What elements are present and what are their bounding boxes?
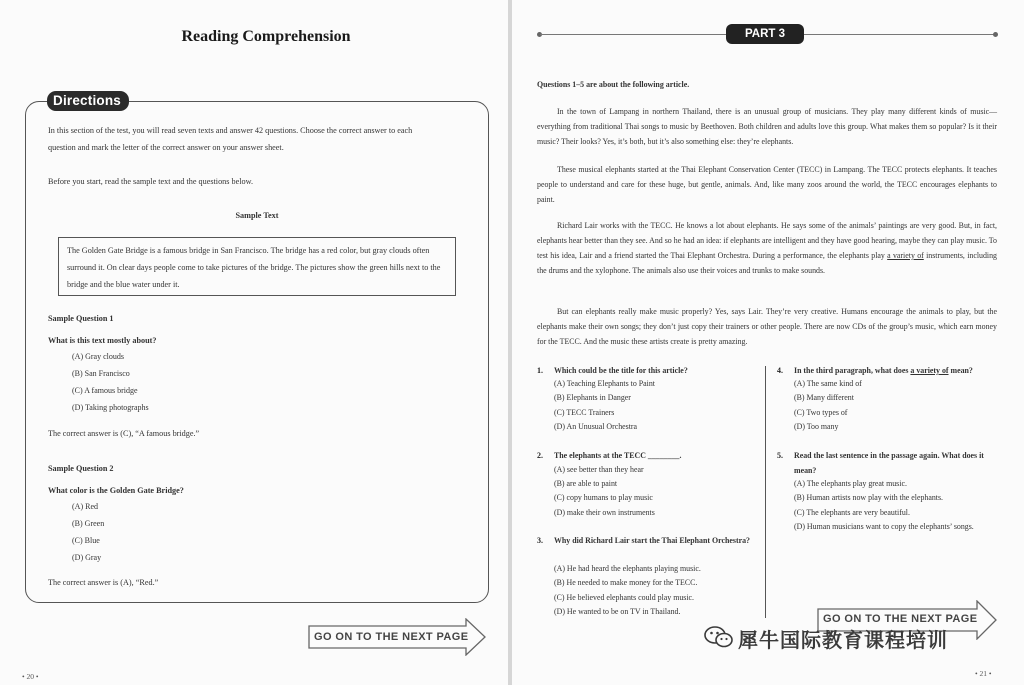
q4-option-b: (B) Many different: [794, 393, 854, 402]
header-dot-right: [993, 32, 998, 37]
q4-option-d: (D) Too many: [794, 422, 839, 431]
question-4-stem: In the third paragraph, what does a variety of mean?: [794, 366, 973, 375]
header-rule-right: [804, 34, 996, 35]
sample-q1-option-c: (C) A famous bridge: [72, 386, 138, 395]
q2-option-a: (A) see better than they hear: [554, 465, 644, 474]
sample-q2-option-c: (C) Blue: [72, 536, 100, 545]
sample-q1-answer: The correct answer is (C), “A famous bridge.”: [48, 429, 200, 438]
header-rule-left: [540, 34, 726, 35]
q1-option-b: (B) Elephants in Danger: [554, 393, 631, 402]
article-paragraph-1: In the town of Lampang in northern Thailand, there is an unusual group of musicians. They play many different kinds of music—everything from traditional Thai songs to music by Beethoven. Both children and adults love this group. What makes them so popular? Is it their music? Their looks? Yes, it’s both, but it’s also something else: they’re elephants.: [537, 107, 997, 146]
question-5-stem: Read the last sentence in the passage again. What does it mean?: [794, 451, 984, 475]
q5-option-d: (D) Human musicians want to copy the elephants’ songs.: [794, 522, 974, 531]
page-number-left: • 20 •: [22, 672, 39, 681]
sample-q1-option-a: (A) Gray clouds: [72, 352, 124, 361]
q4-option-a: (A) The same kind of: [794, 379, 862, 388]
question-4-number: 4.: [777, 366, 783, 375]
page-number-right: • 21 •: [975, 669, 992, 678]
q2-option-d: (D) make their own instruments: [554, 508, 655, 517]
question-column-divider: [765, 366, 766, 618]
q5-option-a: (A) The elephants play great music.: [794, 479, 907, 488]
q3-option-d: (D) He wanted to be on TV in Thailand.: [554, 607, 681, 616]
q3-option-a: (A) He had heard the elephants playing music.: [554, 564, 701, 573]
questions-intro: Questions 1–5 are about the following article.: [537, 80, 690, 89]
next-page-label[interactable]: GO ON TO THE NEXT PAGE: [314, 631, 469, 643]
article-paragraph-3: Richard Lair works with the TECC. He knows a lot about elephants. He says some of the animals’ paintings are very good. But, in fact, elephants hear better than they see. And so he had an idea: if elephants are intelligent and they have good hearing, maybe they can play music. To test his idea, Lair and a friend started the Thai Elephant Orchestra. During a performance, the elephants play a variety of instruments, including the drums and the xylophone. The animals also use their voices and trunks to make sounds.: [537, 221, 998, 275]
sample-q2-option-d: (D) Gray: [72, 553, 102, 562]
q1-option-d: (D) An Unusual Orchestra: [554, 422, 638, 431]
part-label: PART 3: [726, 24, 804, 44]
intro-line-3: Before you start, read the sample text and the questions below.: [48, 177, 254, 186]
sample-q2-option-b: (B) Green: [72, 519, 105, 528]
q5-option-c: (C) The elephants are very beautiful.: [794, 508, 910, 517]
question-5-number: 5.: [777, 451, 783, 460]
next-page-label-right[interactable]: GO ON TO THE NEXT PAGE: [823, 613, 978, 625]
question-1-number: 1.: [537, 366, 543, 375]
question-2-stem: The elephants at the TECC ________.: [554, 451, 682, 460]
article-paragraph-2: These musical elephants started at the Thai Elephant Conservation Center (TECC) in Lampang. The TECC protects elephants. It teaches people to understand and care for these huge, but gentle, animals. And, like many zoos around the world, the TECC encourages elephants to paint.: [537, 165, 997, 204]
sample-text-box: The Golden Gate Bridge is a famous bridge in San Francisco. The bridge has a red color, but gray clouds often surround it. On clear days people come to take pictures of the bridge. The pictures show the green hills next to the bridge and the blue water under it.: [58, 237, 456, 296]
article-paragraph-4: But can elephants really make music properly? Yes, says Lair. They’re very creative. Humans encourage the animals to play, but the elephants make their own songs; they don’t just copy their trainers or other people. There are now CDs of the group’s music, which earn money for the TECC. And the music these artists create is pretty amazing.: [537, 307, 997, 346]
q1-option-c: (C) TECC Trainers: [554, 408, 615, 417]
sample-q1-option-b: (B) San Francisco: [72, 369, 130, 378]
q2-option-b: (B) are able to paint: [554, 479, 618, 488]
question-1-stem: Which could be the title for this article?: [554, 366, 688, 375]
directions-label: Directions: [47, 91, 129, 111]
sample-question-2-stem: What color is the Golden Gate Bridge?: [48, 486, 184, 495]
q3-option-c: (C) He believed elephants could play music.: [554, 593, 695, 602]
sample-question-1-stem: What is this text mostly about?: [48, 336, 157, 345]
sample-q2-option-a: (A) Red: [72, 502, 98, 511]
q1-option-a: (A) Teaching Elephants to Paint: [554, 379, 655, 388]
watermark-text: 犀牛国际教育课程培训: [738, 628, 948, 652]
sample-question-1-heading: Sample Question 1: [48, 314, 114, 323]
sample-q1-option-d: (D) Taking photographs: [72, 403, 149, 412]
question-3-number: 3.: [537, 536, 543, 545]
underlined-phrase: a variety of: [887, 251, 924, 260]
q5-option-b: (B) Human artists now play with the elephants.: [794, 493, 944, 502]
wechat-icon: [704, 625, 734, 649]
q2-option-c: (C) copy humans to play music: [554, 493, 653, 502]
sample-text-heading: Sample Text: [235, 211, 279, 220]
intro-line-2: question and mark the letter of the correct answer on your answer sheet.: [48, 143, 284, 152]
sample-question-2-heading: Sample Question 2: [48, 464, 114, 473]
question-3-stem: Why did Richard Lair start the Thai Elephant Orchestra?: [554, 536, 750, 545]
q4-option-c: (C) Two types of: [794, 408, 848, 417]
question-2-number: 2.: [537, 451, 543, 460]
q3-option-b: (B) He needed to make money for the TECC.: [554, 578, 698, 587]
intro-line-1: In this section of the test, you will read seven texts and answer 42 questions. Choose the correct answer to each: [48, 126, 413, 135]
page-title: Reading Comprehension: [181, 28, 351, 45]
sample-q2-answer: The correct answer is (A), “Red.”: [48, 578, 159, 587]
